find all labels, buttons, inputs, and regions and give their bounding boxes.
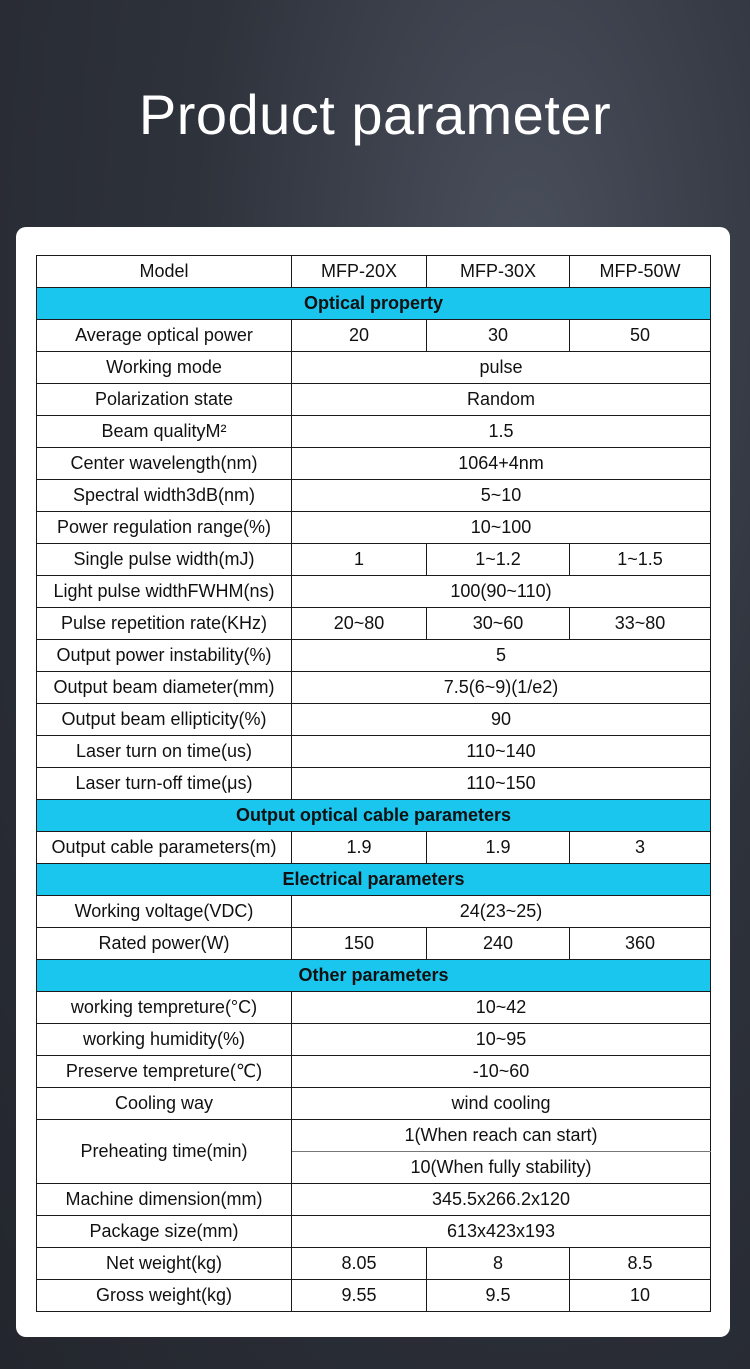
row-label: Power regulation range(%) — [37, 512, 292, 544]
row-label: Light pulse widthFWHM(ns) — [37, 576, 292, 608]
row-value: 1.5 — [292, 416, 711, 448]
row-value: 10~42 — [292, 992, 711, 1024]
row-value: 1~1.5 — [570, 544, 711, 576]
table-row — [37, 928, 711, 960]
row-value: 345.5x266.2x120 — [292, 1184, 711, 1216]
table-row — [37, 832, 711, 864]
row-label: Output beam ellipticity(%) — [37, 704, 292, 736]
row-label: Average optical power — [37, 320, 292, 352]
row-value: pulse — [292, 352, 711, 384]
row-value: 10 — [570, 1280, 711, 1312]
model-mfp-30x: MFP-30X — [427, 256, 570, 288]
row-value: 613x423x193 — [292, 1216, 711, 1248]
table-row — [37, 352, 711, 384]
row-value: 30 — [427, 320, 570, 352]
row-value: 1.9 — [427, 832, 570, 864]
section-title: Output optical cable parameters — [37, 800, 711, 832]
row-label: working humidity(%) — [37, 1024, 292, 1056]
row-label: Center wavelength(nm) — [37, 448, 292, 480]
row-value: 360 — [570, 928, 711, 960]
model-mfp-20x: MFP-20X — [292, 256, 427, 288]
row-value: 5 — [292, 640, 711, 672]
row-value: 10~100 — [292, 512, 711, 544]
section-cable — [37, 800, 711, 832]
row-label: Single pulse width(mJ) — [37, 544, 292, 576]
row-value: 7.5(6~9)(1/e2) — [292, 672, 711, 704]
table-row — [37, 1088, 711, 1120]
row-value: 8.5 — [570, 1248, 711, 1280]
row-label: Beam qualityM² — [37, 416, 292, 448]
row-label: Machine dimension(mm) — [37, 1184, 292, 1216]
row-value: 90 — [292, 704, 711, 736]
row-value: 3 — [570, 832, 711, 864]
table-row — [37, 1280, 711, 1312]
row-value: 10(When fully stability) — [292, 1152, 711, 1184]
row-value: 1 — [292, 544, 427, 576]
row-label: Net weight(kg) — [37, 1248, 292, 1280]
row-label: Pulse repetition rate(KHz) — [37, 608, 292, 640]
row-label: Working voltage(VDC) — [37, 896, 292, 928]
table-row — [37, 992, 711, 1024]
table-row — [37, 704, 711, 736]
section-electrical — [37, 864, 711, 896]
row-value: 110~150 — [292, 768, 711, 800]
row-value: 5~10 — [292, 480, 711, 512]
row-label: working tempreture(°C) — [37, 992, 292, 1024]
table-row — [37, 896, 711, 928]
table-header-row — [37, 256, 711, 288]
row-value: 9.55 — [292, 1280, 427, 1312]
row-value: 50 — [570, 320, 711, 352]
row-label: Preserve tempreture(℃) — [37, 1056, 292, 1088]
model-header: Model — [37, 256, 292, 288]
table-row — [37, 608, 711, 640]
table-row — [37, 384, 711, 416]
page-title: Product parameter — [138, 83, 612, 146]
row-value: 30~60 — [427, 608, 570, 640]
row-label: Working mode — [37, 352, 292, 384]
row-value: 24(23~25) — [292, 896, 711, 928]
spec-table — [36, 255, 711, 1312]
row-label: Package size(mm) — [37, 1216, 292, 1248]
table-row — [37, 736, 711, 768]
row-value: 1~1.2 — [427, 544, 570, 576]
row-value: 1064+4nm — [292, 448, 711, 480]
row-label: Cooling way — [37, 1088, 292, 1120]
row-value: wind cooling — [292, 1088, 711, 1120]
table-row — [37, 1248, 711, 1280]
row-value: 8 — [427, 1248, 570, 1280]
row-label: Spectral width3dB(nm) — [37, 480, 292, 512]
table-row — [37, 512, 711, 544]
section-title: Electrical parameters — [37, 864, 711, 896]
table-row — [37, 1216, 711, 1248]
spec-card — [16, 227, 730, 1337]
row-label: Polarization state — [37, 384, 292, 416]
section-title: Other parameters — [37, 960, 711, 992]
row-label: Gross weight(kg) — [37, 1280, 292, 1312]
row-label: Rated power(W) — [37, 928, 292, 960]
row-label: Output cable parameters(m) — [37, 832, 292, 864]
row-value: 20 — [292, 320, 427, 352]
row-value: 8.05 — [292, 1248, 427, 1280]
row-value: 33~80 — [570, 608, 711, 640]
model-mfp-50w: MFP-50W — [570, 256, 711, 288]
table-row — [37, 448, 711, 480]
section-optical — [37, 288, 711, 320]
row-value: 100(90~110) — [292, 576, 711, 608]
row-value: 9.5 — [427, 1280, 570, 1312]
row-value: Random — [292, 384, 711, 416]
row-value: 20~80 — [292, 608, 427, 640]
table-row — [37, 768, 711, 800]
table-row — [37, 576, 711, 608]
row-value: -10~60 — [292, 1056, 711, 1088]
table-row — [37, 640, 711, 672]
table-row — [37, 320, 711, 352]
row-label: Laser turn-off time(μs) — [37, 768, 292, 800]
row-label: Preheating time(min) — [37, 1120, 292, 1184]
table-row — [37, 672, 711, 704]
table-row — [37, 544, 711, 576]
section-other — [37, 960, 711, 992]
table-row — [37, 1184, 711, 1216]
row-value: 10~95 — [292, 1024, 711, 1056]
row-label: Output power instability(%) — [37, 640, 292, 672]
row-value: 1(When reach can start) — [292, 1120, 711, 1152]
table-row — [37, 1120, 711, 1152]
table-row — [37, 416, 711, 448]
table-row — [37, 1056, 711, 1088]
row-value: 110~140 — [292, 736, 711, 768]
section-title: Optical property — [37, 288, 711, 320]
row-value: 1.9 — [292, 832, 427, 864]
row-label: Laser turn on time(us) — [37, 736, 292, 768]
table-row — [37, 480, 711, 512]
table-row — [37, 1024, 711, 1056]
row-value: 150 — [292, 928, 427, 960]
row-value: 240 — [427, 928, 570, 960]
row-label: Output beam diameter(mm) — [37, 672, 292, 704]
